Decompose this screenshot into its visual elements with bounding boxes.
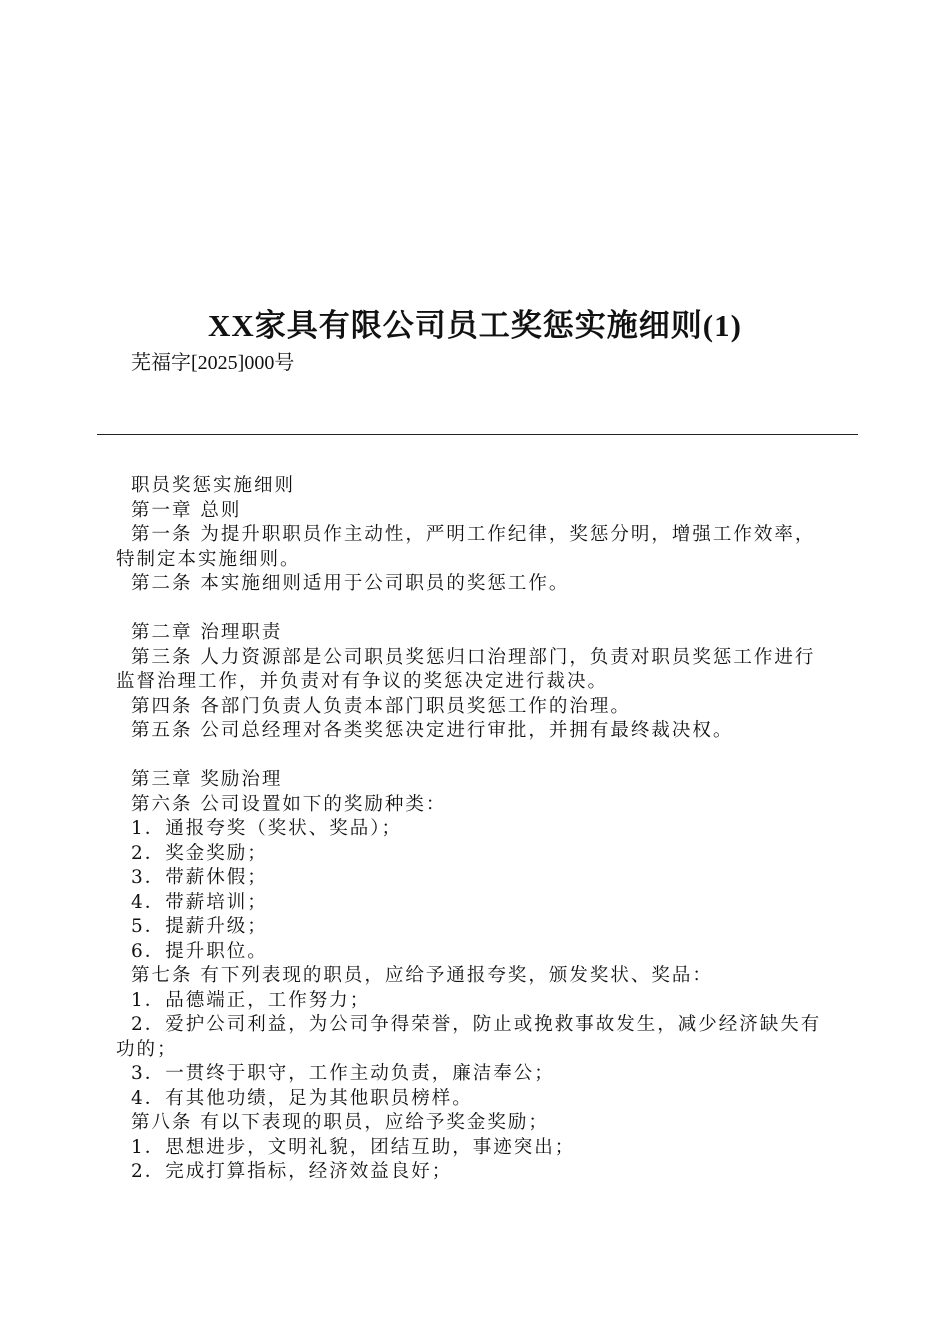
blank-line xyxy=(116,744,834,769)
article: 第七条 有下列表现的职员，应给予通报夸奖，颁发奖状、奖品： xyxy=(131,965,713,986)
list-item: 2．爱护公司利益，为公司争得荣誉，防止或挽救事故发生，减少经济缺失有功的； xyxy=(116,1014,822,1060)
list-item: 3．带薪休假； xyxy=(131,867,268,888)
document-body xyxy=(116,474,834,1185)
blank-line xyxy=(116,597,834,622)
article: 第八条 有以下表现的职员，应给予奖金奖励； xyxy=(131,1112,549,1133)
list-item: 4．有其他功绩，足为其他职员榜样。 xyxy=(131,1087,473,1109)
list-item: 2．完成打算指标，经济效益良好； xyxy=(131,1161,453,1182)
list-item: 5．提薪升级； xyxy=(131,916,268,937)
paragraph: 职员奖惩实施细则 xyxy=(131,475,296,496)
article: 第六条 公司设置如下的奖励种类： xyxy=(131,793,447,815)
article: 第二条 本实施细则适用于公司职员的奖惩工作。 xyxy=(131,573,570,594)
list-item: 2．奖金奖励； xyxy=(131,842,268,864)
article: 第一条 为提升职职员作主动性，严明工作纪律，奖惩分明，增强工作效率，特制定本实施细则。 xyxy=(116,524,816,570)
header-divider xyxy=(97,434,858,435)
list-item: 3．一贯终于职守，工作主动负责，廉洁奉公； xyxy=(131,1063,555,1084)
list-item: 6．提升职位。 xyxy=(131,940,268,962)
list-item: 4．带薪培训； xyxy=(131,891,268,913)
list-item: 1．品德端正，工作努力； xyxy=(131,989,371,1011)
article: 第三条 人力资源部是公司职员奖惩归口治理部门，负责对职员奖惩工作进行监督治理工作，并负责对有争议的奖惩决定进行裁决。 xyxy=(116,646,816,692)
chapter-heading: 第一章 总则 xyxy=(131,499,242,521)
document-number: 芜福字[2025]000号 xyxy=(131,352,295,374)
chapter-heading: 第三章 奖励治理 xyxy=(131,769,283,790)
document-title: XX家具有限公司员工奖惩实施细则(1) xyxy=(208,308,742,343)
article: 第四条 各部门负责人负责本部门职员奖惩工作的治理。 xyxy=(131,695,631,717)
chapter-heading: 第二章 治理职责 xyxy=(131,622,283,643)
article: 第五条 公司总经理对各类奖惩决定进行审批，并拥有最终裁决权。 xyxy=(131,720,734,741)
list-item: 1．思想进步，文明礼貌，团结互助，事迹突出； xyxy=(131,1136,576,1158)
list-item: 1．通报夸奖（奖状、奖品）； xyxy=(131,818,403,839)
